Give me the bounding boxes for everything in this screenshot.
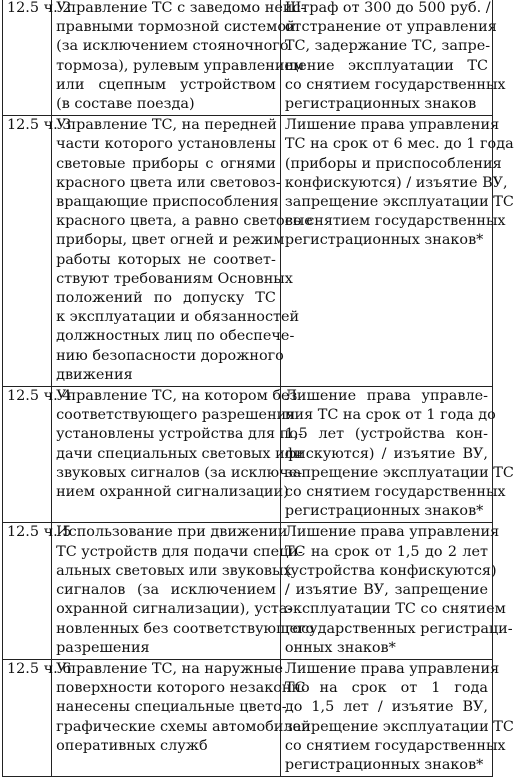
offense-cell	[52, 387, 304, 523]
table-row	[3, 387, 493, 523]
article-cell	[3, 0, 72, 116]
offense-text-line: сигналов (за исключением	[56, 582, 276, 599]
penalty-text-line: Лишение права управления	[284, 524, 500, 541]
penalty-cell	[280, 387, 514, 523]
article-cell	[3, 659, 72, 776]
article-cell	[3, 116, 72, 387]
article-number: 12.5 ч. 2	[7, 0, 72, 16]
penalties-table-body	[3, 0, 514, 777]
penalty-cell	[280, 659, 514, 776]
offense-text-line: нием охранной сигнализации)	[56, 484, 289, 501]
penalty-text-line: отстранение от управления	[284, 19, 497, 36]
penalty-cell	[280, 0, 506, 116]
offense-text-line: соответствующего разрешения	[56, 407, 296, 424]
penalty-text-line: государственных регистраци-	[284, 620, 513, 637]
penalty-text-line: ТС на срок от 1,5 до 2 лет	[284, 543, 488, 560]
offense-text-line: приборы, цвет огней и режим	[56, 232, 285, 249]
penalty-cell	[280, 116, 514, 387]
penalty-text-line: регистрационных знаков*	[284, 503, 484, 520]
table-row	[3, 116, 493, 387]
offense-text-line: должностных лиц по обеспече-	[56, 328, 295, 345]
offense-text-line: ствуют требованиям Основных	[56, 270, 293, 287]
offense-cell	[52, 659, 311, 776]
table-row	[3, 0, 493, 116]
offense-cell	[52, 523, 315, 659]
penalty-text-line: регистрационных знаков*	[284, 756, 484, 773]
penalty-text-line: Лишение права управле-	[284, 388, 488, 405]
penalty-text-line: Лишение права управления	[284, 117, 500, 134]
offense-text-line: Управление ТС, на передней	[56, 117, 277, 134]
offense-text-line: движения	[56, 366, 133, 383]
penalty-text-line: ния ТС на срок от 1 года до	[284, 407, 496, 424]
article-number: 12.5 ч. 6	[7, 660, 72, 677]
penalty-text-line: запрещение эксплуатации ТС	[284, 464, 514, 481]
offense-text-line: охранной сигнализации), уста-	[56, 601, 293, 618]
offense-text-line: световые приборы с огнями	[56, 155, 276, 172]
offense-text-line: тормоза), рулевым управлением	[56, 57, 305, 74]
penalty-text-line: фискуются) / изъятие ВУ,	[284, 445, 488, 462]
penalty-text-line: регистрационных знаков	[284, 96, 477, 113]
offense-text-line: (в составе поезда)	[56, 96, 195, 113]
penalty-text-line: ТС на срок от 6 мес. до 1 года	[284, 136, 514, 153]
offense-text-line: поверхности которого незаконно	[56, 680, 310, 697]
offense-text-line: установлены устройства для по-	[56, 426, 303, 443]
table-row	[3, 523, 493, 659]
penalty-text-line: (приборы и приспособления	[284, 155, 502, 172]
article-number: 12.5 ч. 3	[7, 117, 72, 134]
offense-text-line: Управление ТС с заведомо неис-	[56, 0, 306, 16]
penalty-text-line: ТС на срок от 1 года	[284, 680, 488, 697]
offense-text-line: нию безопасности дорожного	[56, 347, 284, 364]
article-cell	[3, 387, 72, 523]
penalty-text-line: 1,5 лет (устройства кон-	[284, 426, 488, 443]
offense-text-line: дачи специальных световых или	[56, 445, 304, 462]
offense-text-line: разрешения	[56, 639, 150, 656]
offense-text-line: нанесены специальные цвето-	[56, 699, 287, 716]
article-cell	[3, 523, 72, 659]
offense-text-line: звуковых сигналов (за исключе-	[56, 464, 303, 481]
penalty-text-line: конфискуются) / изъятие ВУ,	[284, 174, 508, 191]
offense-text-line: ТС устройств для подачи специ-	[56, 543, 303, 560]
offense-text-line: вращающие приспособления	[56, 194, 279, 211]
article-number: 12.5 ч. 4	[7, 388, 72, 405]
penalty-text-line: ТС, задержание ТС, запре-	[284, 38, 491, 55]
offense-text-line: части которого установлены	[56, 136, 276, 153]
penalty-text-line: регистрационных знаков*	[284, 232, 484, 249]
penalty-cell	[280, 523, 513, 659]
offense-cell	[52, 116, 313, 387]
penalty-text-line: со снятием государственных	[284, 737, 506, 754]
offense-text-line: (за исключением стояночного	[56, 38, 289, 55]
penalty-text-line: / изъятие ВУ, запрещение	[284, 582, 488, 599]
penalty-text-line: онных знаков*	[284, 639, 396, 656]
penalty-text-line: со снятием государственных	[284, 213, 506, 230]
offense-text-line: красного цвета, а равно световые	[56, 213, 313, 230]
offense-text-line: правными тормозной системой	[56, 19, 296, 36]
penalty-text-line: Лишение права управления	[284, 660, 500, 677]
penalty-text-line: Штраф от 300 до 500 руб. /	[284, 0, 491, 16]
offense-text-line: графические схемы автомобилей	[56, 718, 311, 735]
offense-text-line: красного цвета или световоз-	[56, 174, 281, 191]
offense-text-line: оперативных служб	[56, 737, 208, 754]
penalty-text-line: до 1,5 лет / изъятие ВУ,	[284, 699, 488, 716]
table-row	[3, 659, 493, 776]
offense-text-line: новленных без соответствующего	[56, 620, 315, 637]
offense-text-line: альных световых или звуковых	[56, 562, 292, 579]
penalty-text-line: со снятием государственных	[284, 76, 506, 93]
offense-cell	[52, 0, 306, 116]
offense-text-line: Управление ТС, на котором без	[56, 388, 298, 405]
offense-text-line: положений по допуску ТС	[56, 290, 276, 307]
offense-text-line: Использование при движении	[56, 524, 288, 541]
offense-text-line: или сцепным устройством	[56, 76, 276, 93]
penalties-table	[2, 0, 514, 777]
penalty-text-line: со снятием государственных	[284, 484, 506, 501]
offense-text-line: работы которых не соответ-	[56, 251, 276, 268]
penalty-text-line: запрещение эксплуатации ТС	[284, 194, 514, 211]
penalty-text-line: эксплуатации ТС со снятием	[284, 601, 506, 618]
penalty-text-line: запрещение эксплуатации ТС	[284, 718, 514, 735]
penalty-text-line: (устройства конфискуются)	[284, 562, 497, 579]
penalty-text-line: щение эксплуатации ТС	[284, 57, 488, 74]
offense-text-line: к эксплуатации и обязанностей	[56, 309, 300, 326]
article-number: 12.5 ч. 5	[7, 524, 72, 541]
offense-text-line: Управление ТС, на наружные	[56, 660, 284, 677]
